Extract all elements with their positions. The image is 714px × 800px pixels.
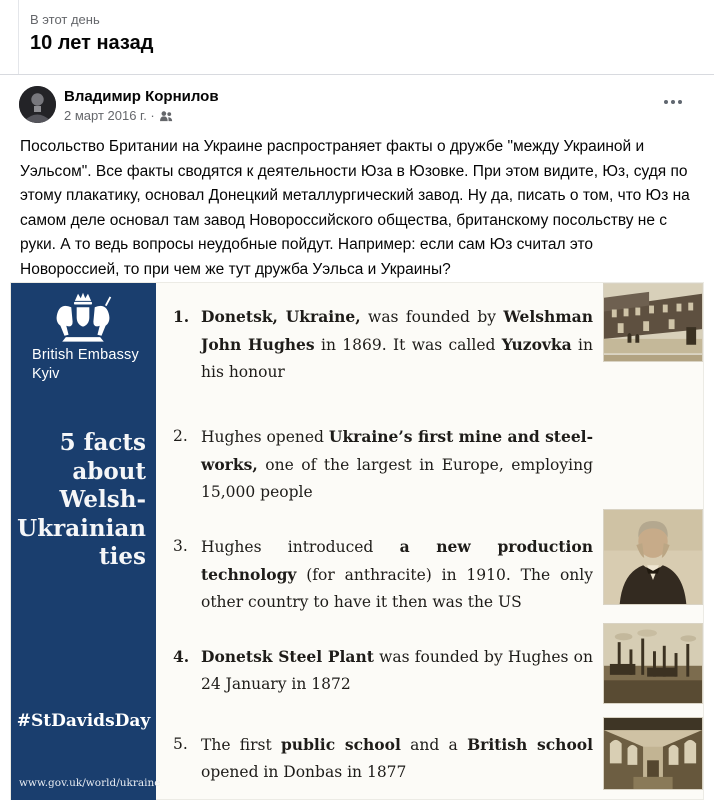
post-body-text: Посольство Британии на Украине распространяет факты о дружбе "между Украиной и Уэльсом". Все факты сводятся к деятельности Юза в Юзовке. При этом видите, Юз, судя по этому плакатику, основал Донецкий металлургический завод. Ну да, писать о том, что Юз на самом деле основал там завод Новороссийского общества, британскому посольству не с руки. А то ведь вопросы неудобные пойдут. Например: если сам Юз считал это Новороссией, то при чем же тут дружба Уэльса и Украины?	[20, 138, 690, 278]
poster-attachment-image[interactable]	[10, 282, 704, 800]
photo-john-hughes-portrait	[603, 509, 703, 605]
post-date[interactable]: 2 март 2016 г. ·	[64, 108, 155, 123]
fact-number: 1.	[173, 307, 190, 326]
poster-headline	[16, 429, 146, 572]
hashtag-stdavidsday: #StDavidsDay	[16, 711, 151, 731]
fact-item	[173, 303, 593, 386]
embassy-name-line2: Kyiv	[32, 366, 60, 382]
post-meta	[64, 108, 173, 123]
post-author-name[interactable]: Владимир Корнилов	[64, 88, 219, 105]
fact-number: 4.	[173, 647, 190, 666]
headline-line: Welsh-	[59, 486, 146, 513]
memories-header	[0, 0, 714, 75]
memories-eyebrow: В этот день	[30, 12, 100, 27]
fact-text: The first public school and a British school opened in Donbas in 1877	[201, 735, 594, 781]
memories-title: 10 лет назад	[30, 32, 154, 54]
photo-steelworks-arched-hall	[603, 717, 703, 790]
photo-factory-panorama	[603, 623, 703, 704]
fact-text: Donetsk Steel Plant was founded by Hughes on 24 January in 1872	[201, 647, 593, 693]
royal-coat-of-arms-icon	[37, 291, 129, 352]
avatar-photo	[19, 86, 56, 123]
fact-item	[173, 533, 593, 616]
fact-item	[173, 423, 593, 506]
friends-icon	[159, 110, 173, 122]
headline-line: 5 facts	[59, 429, 146, 456]
photo-donbas-street	[603, 283, 703, 355]
fact-number: 5.	[173, 735, 188, 753]
poster-sidebar	[11, 283, 161, 800]
headline-line: about	[72, 457, 146, 485]
post-menu-button[interactable]	[658, 94, 688, 110]
fact-text: Hughes opened Ukraine’s first mine and steel-works, one of the largest in Europe, employing 15,000 people	[201, 427, 593, 501]
fact-text: Donetsk, Ukraine, was founded by Welshman John Hughes in 1869. It was called Yuzovka in his honour	[201, 307, 593, 381]
avatar[interactable]	[19, 86, 56, 123]
fact-text: Hughes introduced a new production technology (for anthracite) in 1910. The only other country to have it then was the US	[201, 537, 593, 611]
gov-uk-url: www.gov.uk/world/ukraine	[19, 777, 161, 789]
fact-number: 3.	[173, 537, 188, 555]
fact-number: 2.	[173, 427, 188, 445]
embassy-name-line1: British Embassy	[32, 347, 139, 363]
headline-line: ties	[99, 543, 146, 570]
fact-item	[173, 731, 593, 786]
fact-item	[173, 643, 593, 698]
headline-line: Ukrainian	[17, 514, 146, 542]
card-edge-divider	[18, 0, 19, 74]
